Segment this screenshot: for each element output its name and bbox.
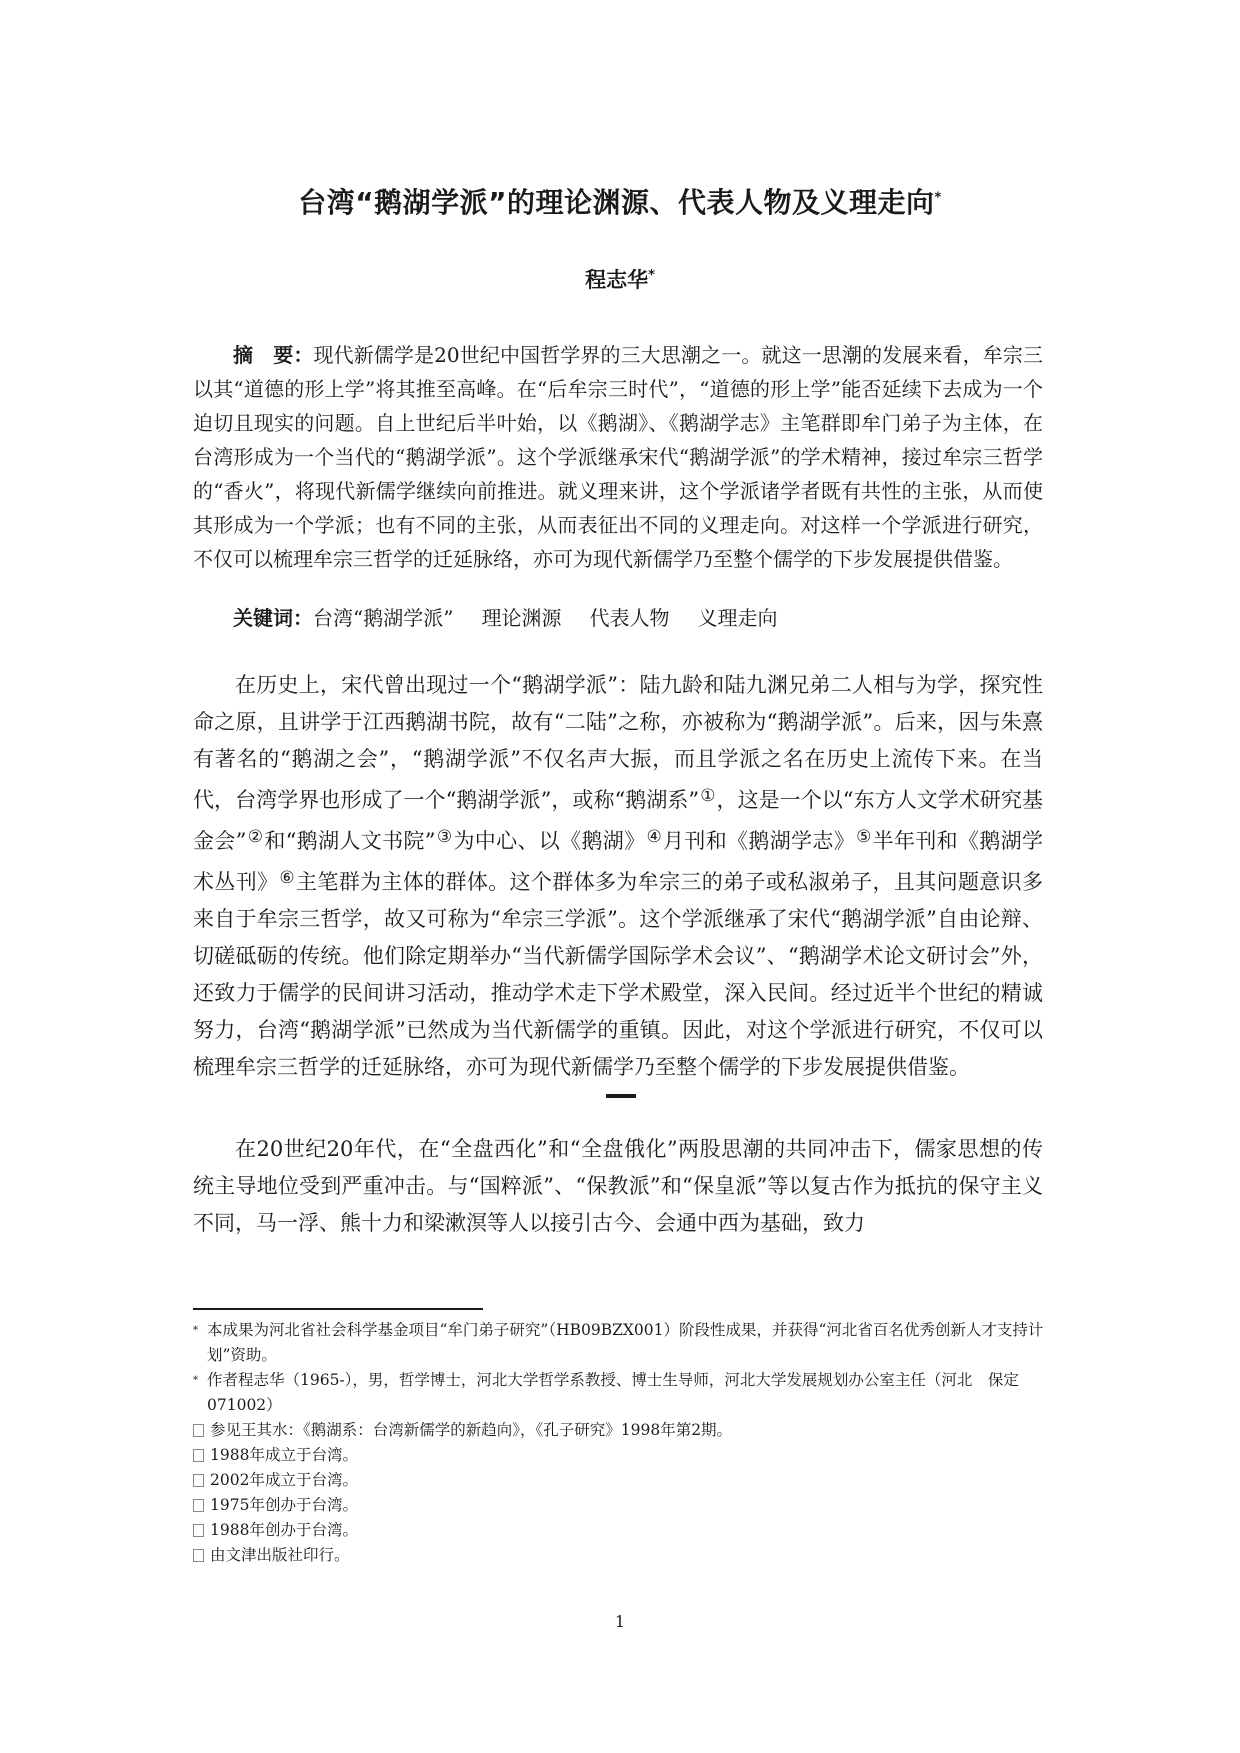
footnote: 由文津出版社印行。 <box>193 1543 1053 1568</box>
keyword-item: 台湾“鹅湖学派” <box>313 606 454 630</box>
footnote-ref-1[interactable]: ① <box>700 786 716 806</box>
missing-glyph-icon <box>193 1449 204 1462</box>
footnote-marker: * <box>193 1375 198 1386</box>
footnote-ref-2[interactable]: ② <box>247 827 264 847</box>
footnote: * 作者程志华（1965-），男，哲学博士，河北大学哲学系教授、博士生导师，河北大学发展规划办公室主任（河北 保定 071002） <box>193 1368 1053 1418</box>
footnote: 1988年成立于台湾。 <box>193 1443 1053 1468</box>
footnote: 2002年成立于台湾。 <box>193 1468 1053 1493</box>
footnote: * 本成果为河北省社会科学基金项目“牟门弟子研究”（HB09BZX001）阶段性成果，并获得“河北省百名优秀创新人才支持计划”资助。 <box>193 1318 1053 1368</box>
missing-glyph-icon <box>193 1474 204 1487</box>
section-heading-one <box>606 1094 636 1098</box>
title-footnote-marker: * <box>934 190 942 206</box>
author-footnote-marker: * <box>648 268 655 283</box>
missing-glyph-icon <box>193 1549 204 1562</box>
abstract-text: 现代新儒学是20世纪中国哲学界的三大思潮之一。就这一思潮的发展来看，牟宗三以其“道德的形上学”将其推至高峰。在“后牟宗三时代”，“道德的形上学”能否延续下去成为一个迫切且现实的问题。自上世纪后半叶始，以《鹅湖》、《鹅湖学志》主笔群即牟门弟子为主体，在台湾形成为一个当代的“鹅湖学派”。这个学派继承宋代“鹅湖学派”的学术精神，接过牟宗三哲学的“香火”，将现代新儒学继续向前推进。就义理来讲，这个学派诸学者既有共性的主张，从而使其形成为一个学派；也有不同的主张，从而表征出不同的义理走向。对这样一个学派进行研究，不仅可以梳理牟宗三哲学的迁延脉络，亦可为现代新儒学乃至整个儒学的下步发展提供借鉴。 <box>193 343 1043 571</box>
footnote-ref-6[interactable]: ⑥ <box>279 868 296 888</box>
keyword-item: 代表人物 <box>589 606 670 630</box>
footnote: 1975年创办于台湾。 <box>193 1493 1053 1518</box>
footnote-ref-3[interactable]: ③ <box>436 827 453 847</box>
footnote-marker: * <box>193 1325 198 1336</box>
footnotes <box>193 1318 1053 1568</box>
paper-title: 台湾“鹅湖学派”的理论渊源、代表人物及义理走向* <box>298 186 942 219</box>
footnote: 1988年创办于台湾。 <box>193 1518 1053 1543</box>
keywords-label: 关键词： <box>233 606 313 630</box>
abstract-label: 摘 要： <box>233 343 314 367</box>
missing-glyph-icon <box>193 1524 204 1537</box>
footnote-ref-4[interactable]: ④ <box>646 827 663 847</box>
missing-glyph-icon <box>193 1424 204 1437</box>
keyword-item: 义理走向 <box>697 606 778 630</box>
footnote-ref-5[interactable]: ⑤ <box>856 827 872 847</box>
intro-paragraph: 在历史上，宋代曾出现过一个“鹅湖学派”：陆九龄和陆九渊兄弟二人相与为学，探究性命之原，且讲学于江西鹅湖书院，故有“二陆”之称，亦被称为“鹅湖学派”。后来，因与朱熹有著名的“鹅湖之会”，“鹅湖学派”不仅名声大振，而且学派之名在历史上流传下来。在当代，台湾学界也形成了一个“鹅湖学派”，或称“鹅湖系”①，这是一个以“东方人文学术研究基金会”②和“鹅湖人文书院”③为中心、以《鹅湖》④月刊和《鹅湖学志》⑤半年刊和《鹅湖学术丛刊》⑥主笔群为主体的群体。这个群体多为牟宗三的弟子或私淑弟子，且其问题意识多来自于牟宗三哲学，故又可称为“牟宗三学派”。这个学派继承了宋代“鹅湖学派”自由论辩、切磋砥砺的传统。他们除定期举办“当代新儒学国际学术会议”、“鹅湖学术论文研讨会”外，还致力于儒学的民间讲习活动，推动学术走下学术殿堂，深入民间。经过近半个世纪的精诚努力，台湾“鹅湖学派”已然成为当代新儒学的重镇。因此，对这个学派进行研究，不仅可以梳理牟宗三哲学的迁延脉络，亦可为现代新儒学乃至整个儒学的下步发展提供借鉴。 <box>193 673 1044 1079</box>
abstract <box>193 338 1043 576</box>
footnote: 参见王其水：《鹅湖系：台湾新儒学的新趋向》，《孔子研究》1998年第2期。 <box>193 1418 1053 1443</box>
author-name: 程志华* <box>585 268 655 292</box>
keyword-item: 理论渊源 <box>481 606 562 630</box>
keywords <box>193 601 1043 635</box>
footnote-divider <box>193 1308 483 1310</box>
missing-glyph-icon <box>193 1499 204 1512</box>
section1-paragraph: 在20世纪20年代，在“全盘西化”和“全盘俄化”两股思潮的共同冲击下，儒家思想的传统主导地位受到严重冲击。与“国粹派”、“保教派”和“保皇派”等以复古作为抵抗的保守主义不同，马一浮、熊十力和梁漱溟等人以接引古今、会通中西为基础，致力 <box>193 1137 1043 1235</box>
page-number: 1 <box>614 1612 626 1631</box>
